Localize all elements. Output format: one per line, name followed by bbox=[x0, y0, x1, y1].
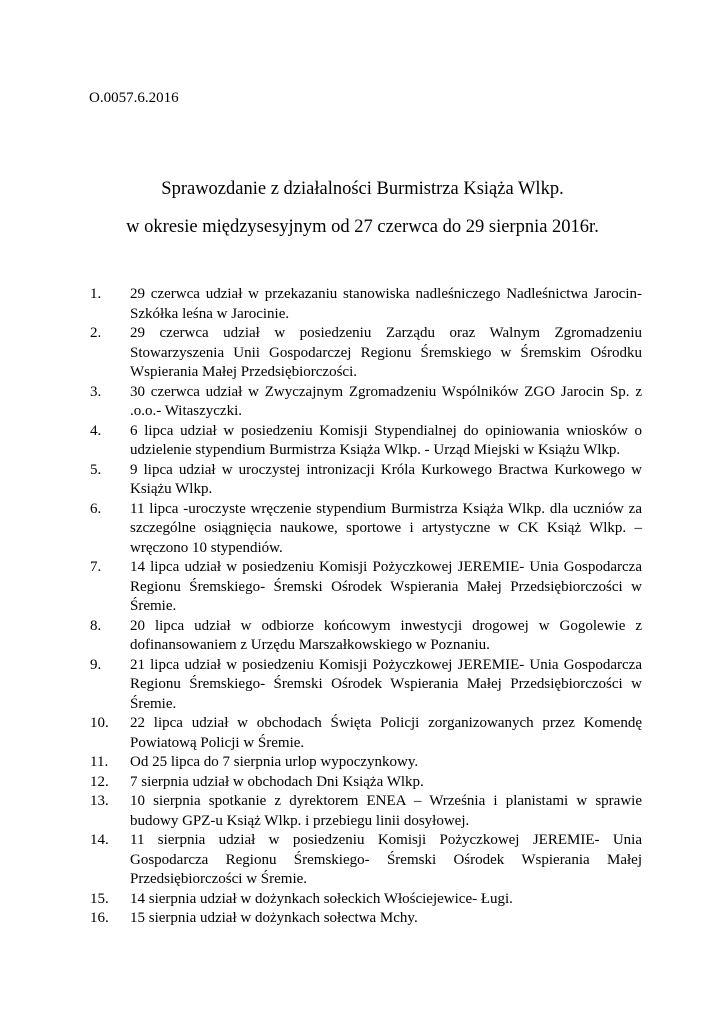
list-item-number: 11. bbox=[90, 754, 109, 770]
list-item-number: 4. bbox=[90, 422, 102, 439]
list-item-text: 30 czerwca udział w Zwyczajnym Zgromadzeniu Wspólników ZGO Jarocin Sp. z .o.o.- Witaszyczki. bbox=[130, 383, 642, 419]
list-item-text: 14 sierpnia udział w dożynkach sołeckich Włościejewice- Ługi. bbox=[130, 890, 513, 907]
list-item-text: 29 czerwca udział w przekazaniu stanowiska nadleśniczego Nadleśnictwa Jarocin- Szkółka leśna w Jarocinie. bbox=[130, 286, 642, 322]
list-item bbox=[90, 909, 642, 929]
list-item bbox=[90, 656, 642, 715]
list-item-number: 8. bbox=[90, 617, 102, 634]
list-item-number: 5. bbox=[90, 461, 102, 478]
report-period-subtitle: w okresie międzysesyjnym od 27 czerwca do 29 sierpnia 2016r. bbox=[126, 217, 599, 237]
document-reference-number: O.0057.6.2016 bbox=[89, 90, 179, 106]
list-item-text: 6 lipca udział w posiedzeniu Komisji Stypendialnej do opiniowania wniosków o udzielenie stypendium Burmistrza Książa Wlkp. - Urząd Miejski w Książu Wlkp. bbox=[130, 422, 642, 458]
list-item-text: Od 25 lipca do 7 sierpnia urlop wypoczynkowy. bbox=[130, 754, 419, 770]
list-item-number: 12. bbox=[90, 773, 109, 790]
list-item bbox=[90, 324, 642, 383]
list-item bbox=[90, 500, 642, 559]
list-item-text: 10 sierpnia spotkanie z dyrektorem ENEA – Września i planistami w sprawie budowy GPZ-u Książ Wlkp. i przebiegu linii dosyłowej. bbox=[130, 793, 642, 829]
list-item-number: 16. bbox=[90, 910, 109, 926]
list-item-number: 2. bbox=[90, 325, 102, 341]
list-item-number: 13. bbox=[90, 793, 109, 809]
list-item bbox=[90, 558, 642, 617]
activity-list bbox=[90, 285, 642, 929]
list-item-number: 3. bbox=[90, 383, 102, 400]
list-item-text: 15 sierpnia udział w dożynkach sołectwa Mchy. bbox=[130, 910, 418, 926]
list-item bbox=[90, 714, 642, 753]
list-item-text: 14 lipca udział w posiedzeniu Komisji Pożyczkowej JEREMIE- Unia Gospodarcza Regionu Śremskiego- Śremski Ośrodek Wspierania Małej Przedsiębiorczości w Śremie. bbox=[130, 559, 642, 614]
list-item-number: 6. bbox=[90, 500, 102, 517]
list-item-text: 29 czerwca udział w posiedzeniu Zarządu oraz Walnym Zgromadzeniu Stowarzyszenia Unii Gospodarczej Regionu Śremskiego w Śremskim Ośrodku Wspierania Małej Przedsiębiorczości. bbox=[130, 325, 642, 380]
list-item bbox=[90, 890, 642, 910]
list-item bbox=[90, 831, 642, 890]
list-item-text: 11 lipca -uroczyste wręczenie stypendium Burmistrza Książa Wlkp. dla uczniów za szczególne osiągnięcia naukowe, sportowe i artystyczne w CK Książ Wlkp. – wręczono 10 stypendiów. bbox=[130, 500, 642, 556]
list-item-text: 21 lipca udział w posiedzeniu Komisji Pożyczkowej JEREMIE- Unia Gospodarcza Regionu Śremskiego- Śremski Ośrodek Wspierania Małej Przedsiębiorczości w Śremie. bbox=[130, 656, 642, 712]
list-item-text: 20 lipca udział w odbiorze końcowym inwestycji drogowej w Gogolewie z dofinansowaniem z Urzędu Marszałkowskiego w Poznaniu. bbox=[130, 617, 642, 653]
list-item-number: 1. bbox=[90, 286, 102, 302]
list-item-text: 22 lipca udział w obchodach Święta Policji zorganizowanych przez Komendę Powiatową Policji w Śremie. bbox=[130, 715, 642, 751]
list-item-text: 7 sierpnia udział w obchodach Dni Książa Wlkp. bbox=[130, 773, 424, 790]
list-item-text: 11 sierpnia udział w posiedzeniu Komisji Pożyczkowej JEREMIE- Unia Gospodarcza Regionu Śremskiego- Śremski Ośrodek Wspierania Małej Przedsiębiorczości w Śremie. bbox=[130, 832, 642, 887]
list-item bbox=[90, 383, 642, 422]
list-item bbox=[90, 617, 642, 656]
list-item-number: 10. bbox=[90, 715, 109, 731]
list-item bbox=[90, 753, 642, 773]
list-item bbox=[90, 422, 642, 461]
list-item-number: 14. bbox=[90, 832, 109, 848]
list-item bbox=[90, 461, 642, 500]
report-title: Sprawozdanie z działalności Burmistrza Książa Wlkp. bbox=[161, 179, 564, 199]
list-item-number: 7. bbox=[90, 559, 102, 575]
list-item-number: 9. bbox=[90, 656, 102, 673]
list-item bbox=[90, 285, 642, 324]
list-item bbox=[90, 773, 642, 793]
list-item-number: 15. bbox=[90, 890, 109, 907]
list-item-text: 9 lipca udział w uroczystej intronizacji Króla Kurkowego Bractwa Kurkowego w Książu Wlkp. bbox=[130, 461, 642, 497]
list-item bbox=[90, 792, 642, 831]
